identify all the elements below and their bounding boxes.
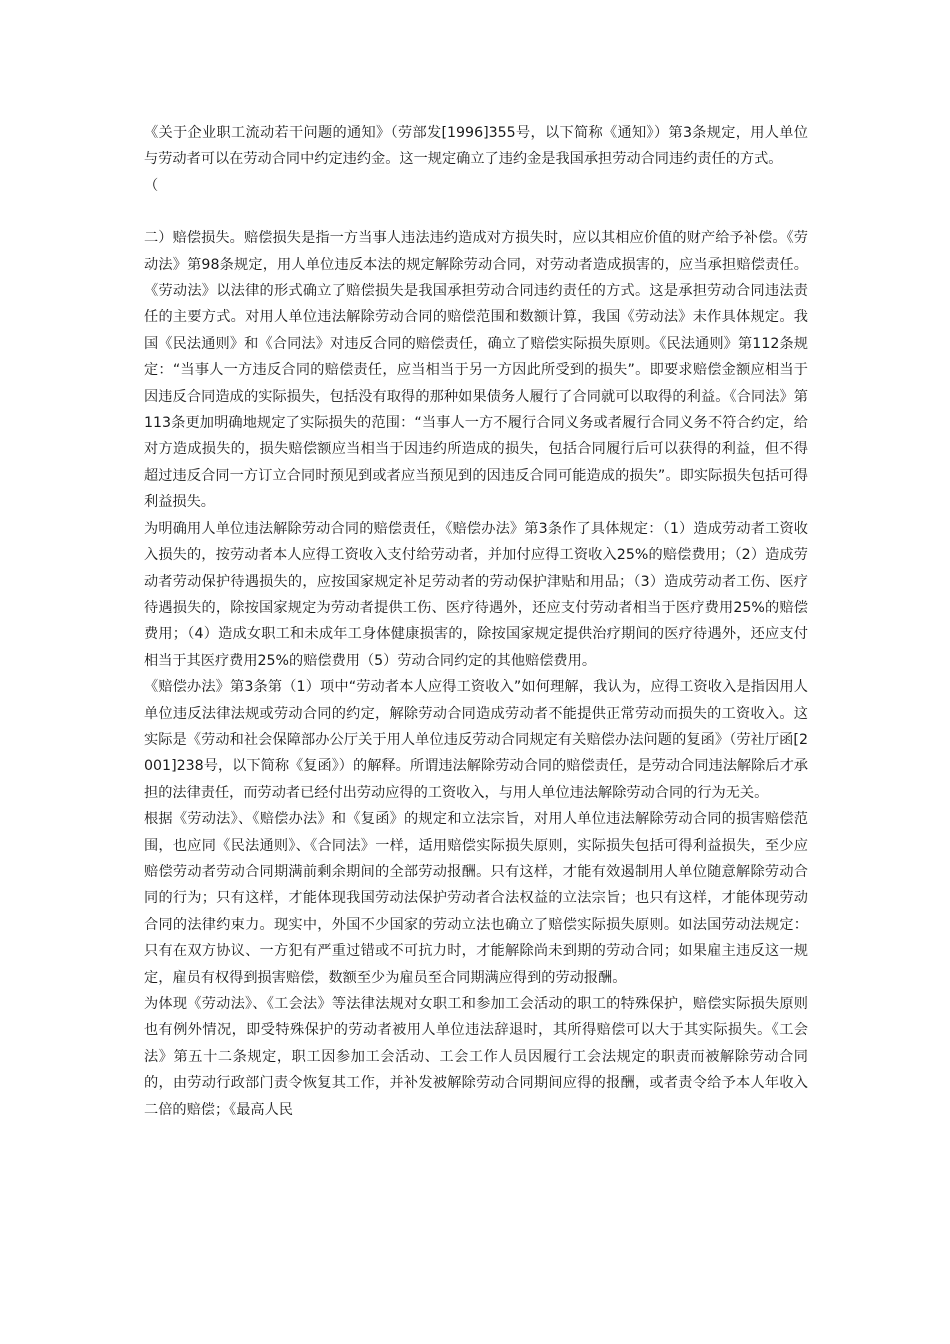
paragraph-open-bracket: （ [144, 177, 159, 194]
paragraph-actual-loss-principle: 根据《劳动法》、《赔偿办法》和《复函》的规定和立法宗旨，对用人单位违法解除劳动合同的损害赔偿范围，也应同《民法通则》、《合同法》一样，适用赔偿实际损失原则，实际损失包括可得利益损失，至少应赔偿劳动者劳动合同期满前剩余期间的全部劳动报酬。只有这样，才能有效遏制用人单位随意解除劳动合同的行为；只有这样，才能体现我国劳动法保护劳动者合法权益的立法宗旨；也只有这样，才能体现劳动合同的法律约束力。现实中，外国不少国家的劳动立法也确立了赔偿实际损失原则。如法国劳动法规定：只有在双方协议、一方犯有严重过错或不可抗力时，才能解除尚未到期的劳动合同；如果雇主违反这一规定，雇员有权得到损害赔偿，数额至少为雇员至合同期满应得到的劳动报酬。 [144, 811, 808, 986]
blank-line [144, 199, 808, 225]
document-body [144, 120, 808, 1123]
paragraph-special-protection: 为体现《劳动法》、《工会法》等法律法规对女职工和参加工会活动的职工的特殊保护，赔偿实际损失原则也有例外情况，即受特殊保护的劳动者被用人单位违法辞退时，其所得赔偿可以大于其实际损失。《工会法》第五十二条规定，职工因参加工会活动、工会工作人员因履行工会法规定的职责而被解除劳动合同的，由劳动行政部门责令恢复其工作，并补发被解除劳动合同期间应得的报酬，或者责令给予本人年收入二倍的赔偿；《最高人民 [144, 996, 808, 1118]
paragraph-compensation-loss: 二）赔偿损失。赔偿损失是指一方当事人违法违约造成对方损失时，应以其相应价值的财产给予补偿。《劳动法》第98条规定，用人单位违反本法的规定解除劳动合同，对劳动者造成损害的，应当承担赔偿责任。《劳动法》以法律的形式确立了赔偿损失是我国承担劳动合同违约责任的方式。这是承担劳动合同违法责任的主要方式。对用人单位违法解除劳动合同的赔偿范围和数额计算，我国《劳动法》未作具体规定。我国《民法通则》和《合同法》对违反合同的赔偿责任，确立了赔偿实际损失原则。《民法通则》第112条规定：“当事人一方违反合同的赔偿责任，应当相当于另一方因此所受到的损失”。即要求赔偿金额应相当于因违反合同造成的实际损失，包括没有取得的那种如果债务人履行了合同就可以取得的利益。《合同法》第113条更加明确地规定了实际损失的范围：“当事人一方不履行合同义务或者履行合同义务不符合约定，给对方造成损失的，损失赔偿额应当相当于因违约所造成的损失，包括合同履行后可以获得的利益，但不得超过违反合同一方订立合同时预见到或者应当预见到的因违反合同可能造成的损失”。即实际损失包括可得利益损失。 [144, 230, 808, 511]
paragraph-compensation-measures: 为明确用人单位违法解除劳动合同的赔偿责任，《赔偿办法》第3条作了具体规定：（1）造成劳动者工资收入损失的，按劳动者本人应得工资收入支付给劳动者，并加付应得工资收入25%的赔偿费用；（2）造成劳动者劳动保护待遇损失的，应按国家规定补足劳动者的劳动保护津贴和用品；（3）造成劳动者工伤、医疗待遇损失的，除按国家规定为劳动者提供工伤、医疗待遇外，还应支付劳动者相当于医疗费用25%的赔偿费用；（4）造成女职工和未成年工身体健康损害的，除按国家规定提供治疗期间的医疗待遇外，还应支付相当于其医疗费用25%的赔偿费用（5）劳动合同约定的其他赔偿费用。 [144, 520, 808, 669]
paragraph-notice-article3: 《关于企业职工流动若干问题的通知》（劳部发[1996]355号，以下简称《通知》）第3条规定，用人单位与劳动者可以在劳动合同中约定违约金。这一规定确立了违约金是我国承担劳动合同违约责任的方式。 [144, 125, 808, 168]
paragraph-wage-income-interpretation: 《赔偿办法》第3条第（1）项中“劳动者本人应得工资收入”如何理解，我认为，应得工资收入是指因用人单位违反法律法规或劳动合同的约定，解除劳动合同造成劳动者不能提供正常劳动而损失的工资收入。这实际是《劳动和社会保障部办公厅关于用人单位违反劳动合同规定有关赔偿办法问题的复函》（劳社厅函[2001]238号，以下简称《复函》）的解释。所谓违法解除劳动合同的赔偿责任，是劳动合同违法解除后才承担的法律责任，而劳动者已经付出劳动应得的工资收入，与用人单位违法解除劳动合同的行为无关。 [144, 679, 808, 801]
